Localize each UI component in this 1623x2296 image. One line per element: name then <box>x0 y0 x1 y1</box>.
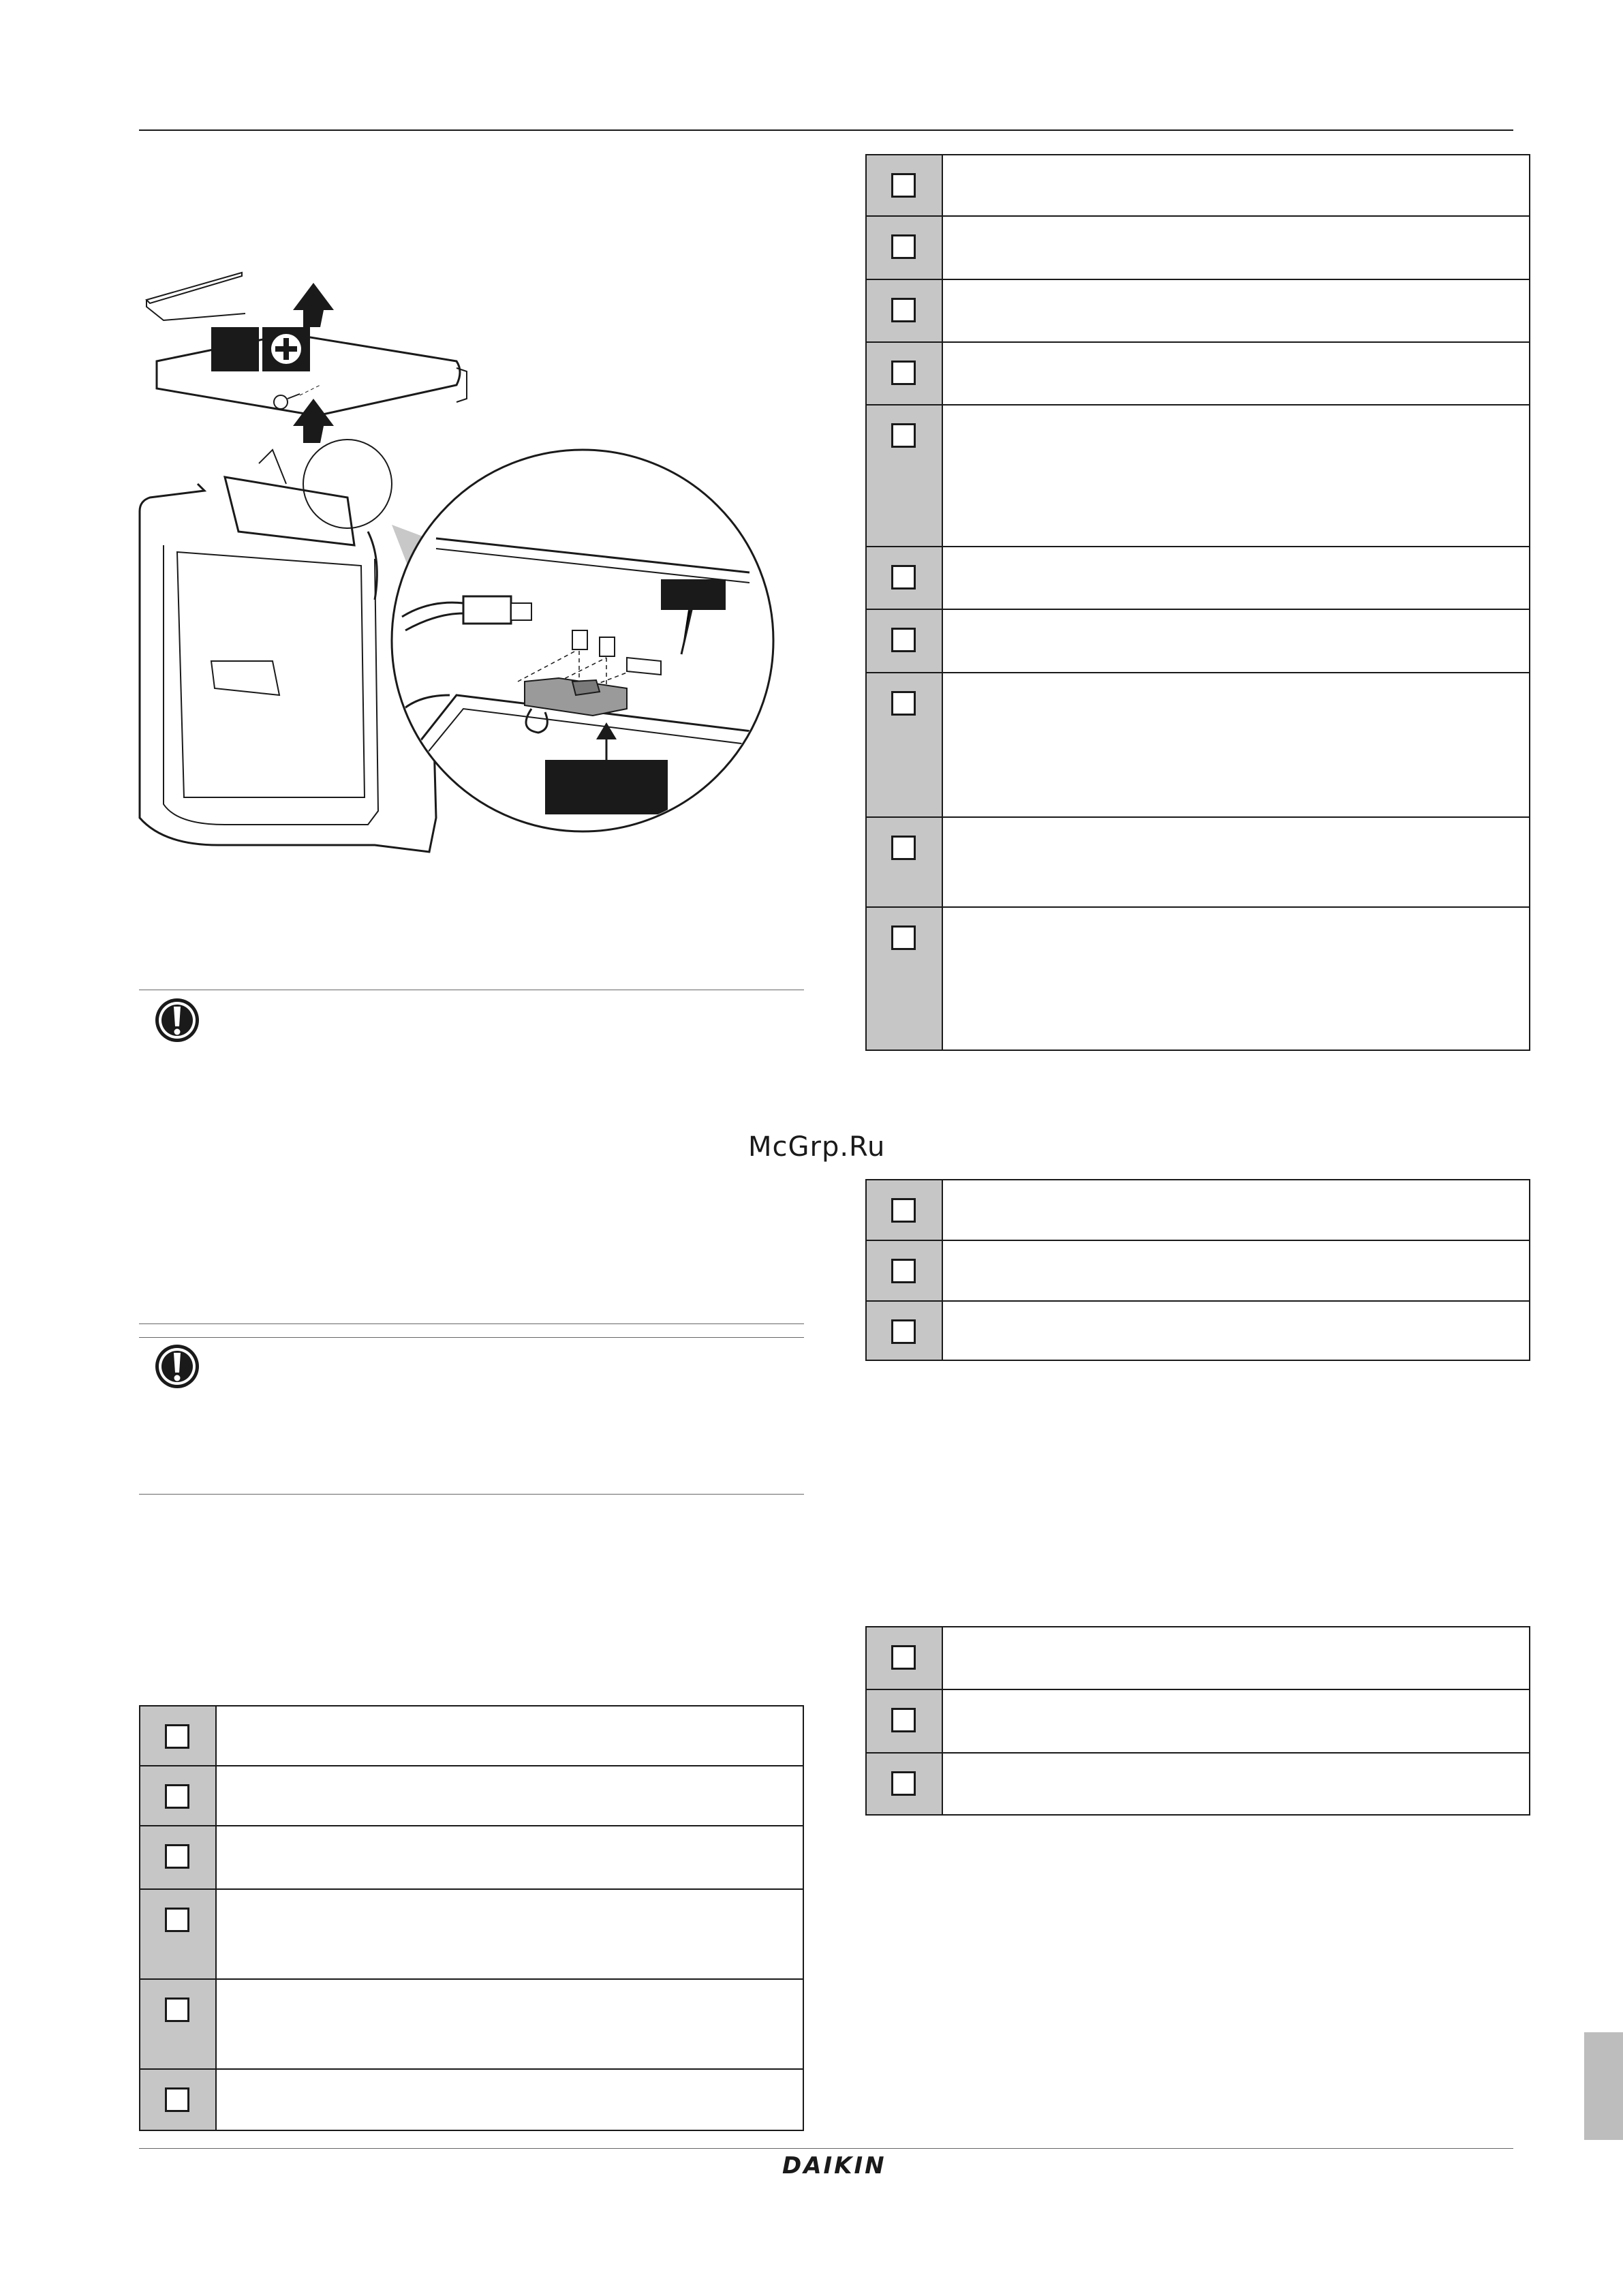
watermark: McGrp.Ru <box>748 1131 886 1163</box>
checkbox[interactable] <box>165 2087 189 2112</box>
header-rule <box>139 129 1513 131</box>
checkbox[interactable] <box>891 173 916 198</box>
table-row <box>867 1690 1529 1754</box>
checkbox[interactable] <box>891 1708 916 1732</box>
warning-icon <box>153 1343 201 1390</box>
warning2-pre-rule <box>139 1323 804 1324</box>
warning2-bottom-rule <box>139 1494 804 1495</box>
checkbox[interactable] <box>891 628 916 652</box>
table-row <box>867 818 1529 908</box>
checkbox[interactable] <box>891 1259 916 1283</box>
table-row <box>140 1706 803 1766</box>
checklist-table-right-top <box>865 154 1530 1051</box>
table-row <box>867 1754 1529 1817</box>
table-row <box>867 673 1529 818</box>
table-row <box>140 2070 803 2132</box>
checkbox[interactable] <box>891 298 916 322</box>
table-row <box>140 1766 803 1826</box>
checklist-table-right-bottom <box>865 1626 1530 1816</box>
checkbox[interactable] <box>891 234 916 259</box>
checkbox[interactable] <box>165 1784 189 1809</box>
table-row <box>867 1241 1529 1302</box>
checkbox[interactable] <box>891 1198 916 1223</box>
daikin-logo: DAIKIN <box>782 2152 886 2179</box>
checkbox[interactable] <box>165 1908 189 1932</box>
footer-rule <box>139 2148 1513 2149</box>
checkbox[interactable] <box>165 1724 189 1749</box>
checkbox[interactable] <box>165 1844 189 1869</box>
checkbox[interactable] <box>891 1771 916 1796</box>
checklist-table-right-middle <box>865 1179 1530 1361</box>
checkbox[interactable] <box>891 423 916 448</box>
installation-illustration <box>136 259 818 872</box>
checkbox[interactable] <box>891 836 916 860</box>
table-row <box>867 1627 1529 1690</box>
table-row <box>867 155 1529 217</box>
warning2-top-rule <box>139 1337 804 1338</box>
checkbox[interactable] <box>891 1319 916 1344</box>
checkbox[interactable] <box>891 691 916 716</box>
table-row <box>867 908 1529 1052</box>
table-row <box>867 343 1529 405</box>
table-row <box>867 547 1529 610</box>
table-row <box>867 280 1529 343</box>
checkbox[interactable] <box>891 1645 916 1670</box>
table-row <box>140 1826 803 1890</box>
checklist-table-left-bottom <box>139 1705 804 2131</box>
table-row <box>867 405 1529 547</box>
table-row <box>867 217 1529 280</box>
checkbox[interactable] <box>891 565 916 590</box>
warning-icon <box>153 996 201 1044</box>
table-row <box>140 1980 803 2070</box>
checkbox[interactable] <box>891 925 916 950</box>
checkbox[interactable] <box>165 1997 189 2022</box>
table-row <box>867 1302 1529 1362</box>
table-row <box>867 610 1529 673</box>
table-row <box>867 1180 1529 1241</box>
section-side-tab <box>1584 2032 1623 2140</box>
arrow-up-icon <box>293 283 334 327</box>
table-row <box>140 1890 803 1980</box>
checkbox[interactable] <box>891 361 916 385</box>
